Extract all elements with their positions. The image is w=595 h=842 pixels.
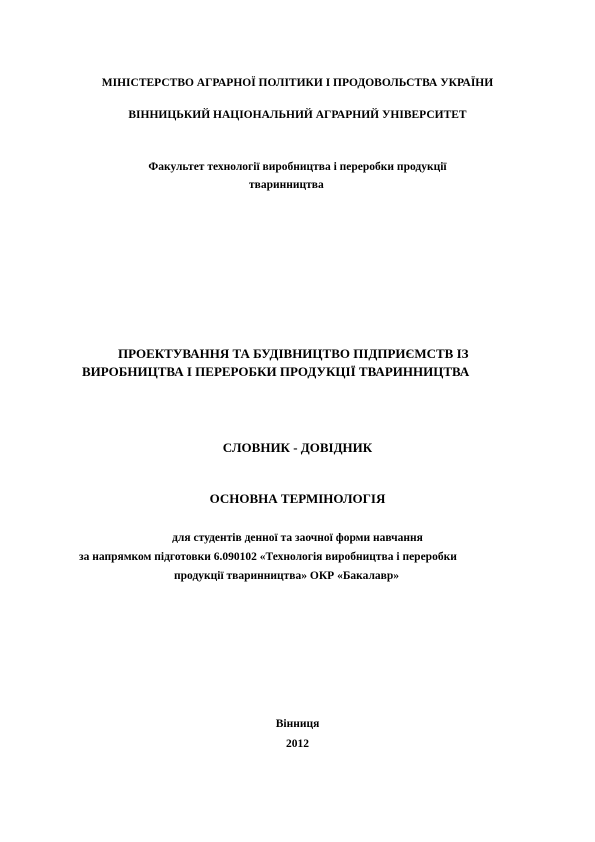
audience-line-2: за напрямком підготовки 6.090102 «Технологія виробництва і переробки: [79, 551, 457, 563]
university-heading: ВІННИЦЬКИЙ НАЦІОНАЛЬНИЙ АГРАРНИЙ УНІВЕРСИТЕТ: [128, 109, 467, 121]
document-type: СЛОВНИК - ДОВІДНИК: [222, 440, 373, 455]
audience-line-1: для студентів денної та заочної форми навчання: [172, 532, 423, 544]
audience-line-3: продукції тваринництва» ОКР «Бакалавр»: [174, 570, 400, 582]
ministry-heading: МІНІСТЕРСТВО АГРАРНОЇ ПОЛІТИКИ І ПРОДОВОЛЬСТВА УКРАЇНИ: [101, 77, 494, 89]
faculty-line-2: тваринництва: [249, 179, 324, 191]
faculty-line-1: Факультет технології виробництва і переробки продукції: [148, 161, 447, 173]
title-line-1: ПРОЕКТУВАННЯ ТА БУДІВНИЦТВО ПІДПРИЄМСТВ ІЗ: [118, 346, 469, 361]
year: 2012: [286, 738, 309, 750]
document-subtitle: ОСНОВНА ТЕРМІНОЛОГІЯ: [209, 491, 386, 506]
title-line-2: ВИРОБНИЦТВА І ПЕРЕРОБКИ ПРОДУКЦІЇ ТВАРИННИЦТВА: [82, 364, 470, 379]
city: Вінниця: [275, 718, 320, 730]
